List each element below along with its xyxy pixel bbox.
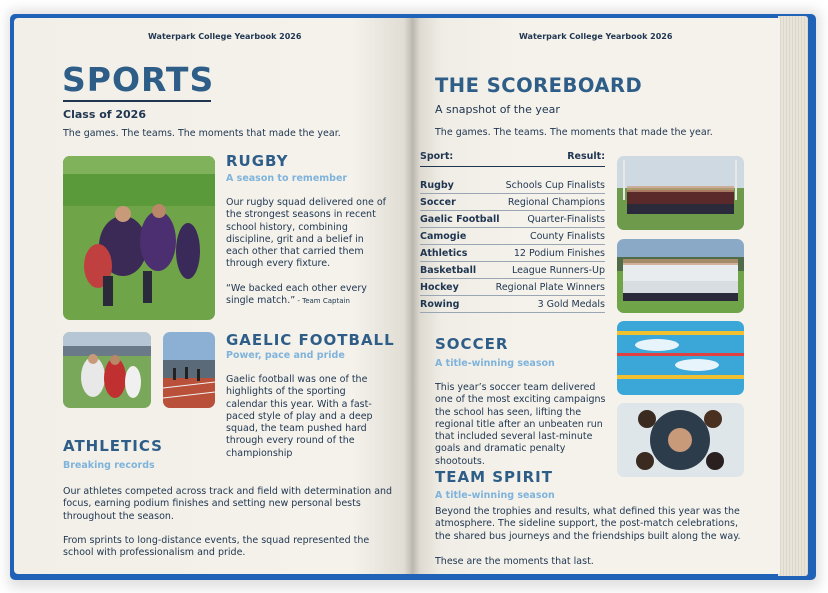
gaelic-tagline: Power, pace and pride: [226, 350, 345, 361]
scoreboard-subtitle: A snapshot of the year: [435, 103, 560, 116]
result-cell: Regional Champions: [507, 196, 605, 208]
athletics-tagline: Breaking records: [63, 460, 155, 471]
result-cell: 12 Podium Finishes: [513, 247, 605, 259]
gaelic-photo: [63, 332, 151, 408]
right-intro: The games. The teams. The moments that made the year.: [435, 127, 713, 138]
result-cell: League Runners-Up: [511, 264, 605, 276]
page-gutter: [404, 18, 420, 574]
athletics-heading: ATHLETICS: [63, 437, 163, 455]
page-title: SPORTS: [62, 60, 215, 99]
rugby-quote-block: [226, 283, 386, 308]
sport-cell: Camogie: [420, 230, 467, 242]
soccer-heading: SOCCER: [435, 335, 509, 353]
rugby-photo: [63, 156, 215, 320]
sport-cell: Rugby: [420, 179, 454, 191]
team-spirit-heading: TEAM SPIRIT: [435, 468, 553, 486]
gaelic-body: Gaelic football was one of the highlights of the sporting calendar this year. With a fast-paced style of play and a deep squad, the team pushed hard through every round of the championship: [226, 374, 373, 459]
scoreboard-header: [420, 151, 605, 165]
scoreboard-header-rule: [420, 166, 605, 167]
result-column-header: Result:: [567, 151, 605, 162]
rugby-quote-attribution: - Team Captain: [295, 297, 350, 306]
table-row: [420, 245, 605, 262]
left-intro: The games. The teams. The moments that made the year.: [63, 128, 341, 139]
team-spirit-body: Beyond the trophies and results, what defined this year was the atmosphere. The sideline support, the post-match celebrations, the shared bus journeys and the friendships built along the way.: [435, 506, 741, 542]
sport-cell: Athletics: [420, 247, 468, 259]
team-huddle-photo: [617, 403, 744, 477]
rugby-quote: “We backed each other every single match.”: [226, 283, 367, 307]
table-row: [420, 177, 605, 194]
left-running-head: Waterpark College Yearbook 2026: [148, 32, 302, 41]
title-underline: [63, 100, 211, 102]
soccer-body: This year’s soccer team delivered one of the most exciting campaigns the school has seen, lifting the regional title after an unbeaten run that included several last-minute goals and dramatic penalty shootouts.: [435, 382, 606, 467]
rugby-tagline: A season to remember: [226, 173, 348, 184]
table-row: [420, 262, 605, 279]
swimming-photo: [617, 321, 744, 395]
gaelic-heading: GAELIC FOOTBALL: [226, 331, 395, 349]
table-row: [420, 211, 605, 228]
sport-cell: Rowing: [420, 298, 460, 310]
result-cell: Schools Cup Finalists: [505, 179, 605, 191]
sport-cell: Basketball: [420, 264, 477, 276]
sport-cell: Soccer: [420, 196, 456, 208]
page-edges: [778, 16, 808, 576]
scoreboard-title: THE SCOREBOARD: [435, 74, 643, 97]
rugby-body: Our rugby squad delivered one of the strongest seasons in recent school history, combining discipline, grit and a belief in each other that carried them through every fixture.: [226, 197, 386, 270]
result-cell: County Finalists: [529, 230, 605, 242]
table-row: [420, 228, 605, 245]
soccer-team-photo: [617, 239, 744, 313]
rugby-team-photo: [617, 156, 744, 230]
sport-column-header: Sport:: [420, 151, 454, 162]
team-spirit-tagline: A title-winning season: [435, 490, 555, 501]
sport-cell: Hockey: [420, 281, 459, 293]
table-row: [420, 296, 605, 313]
result-cell: Regional Plate Winners: [495, 281, 605, 293]
athletics-body-2: From sprints to long-distance events, the squad represented the school with professionalism and pride.: [63, 535, 370, 559]
result-cell: Quarter-Finalists: [527, 213, 605, 225]
soccer-tagline: A title-winning season: [435, 358, 555, 369]
scoreboard-table: [420, 151, 605, 313]
athletics-photo: [163, 332, 215, 408]
team-spirit-closing: These are the moments that last.: [435, 556, 594, 567]
class-line: Class of 2026: [63, 108, 146, 121]
table-row: [420, 279, 605, 296]
result-cell: 3 Gold Medals: [537, 298, 605, 310]
sport-cell: Gaelic Football: [420, 213, 500, 225]
rugby-heading: RUGBY: [226, 152, 289, 170]
table-row: [420, 194, 605, 211]
right-running-head: Waterpark College Yearbook 2026: [519, 32, 673, 41]
athletics-body-1: Our athletes competed across track and field with determination and focus, earning podium finishes and setting new personal bests throughout the season.: [63, 486, 393, 522]
